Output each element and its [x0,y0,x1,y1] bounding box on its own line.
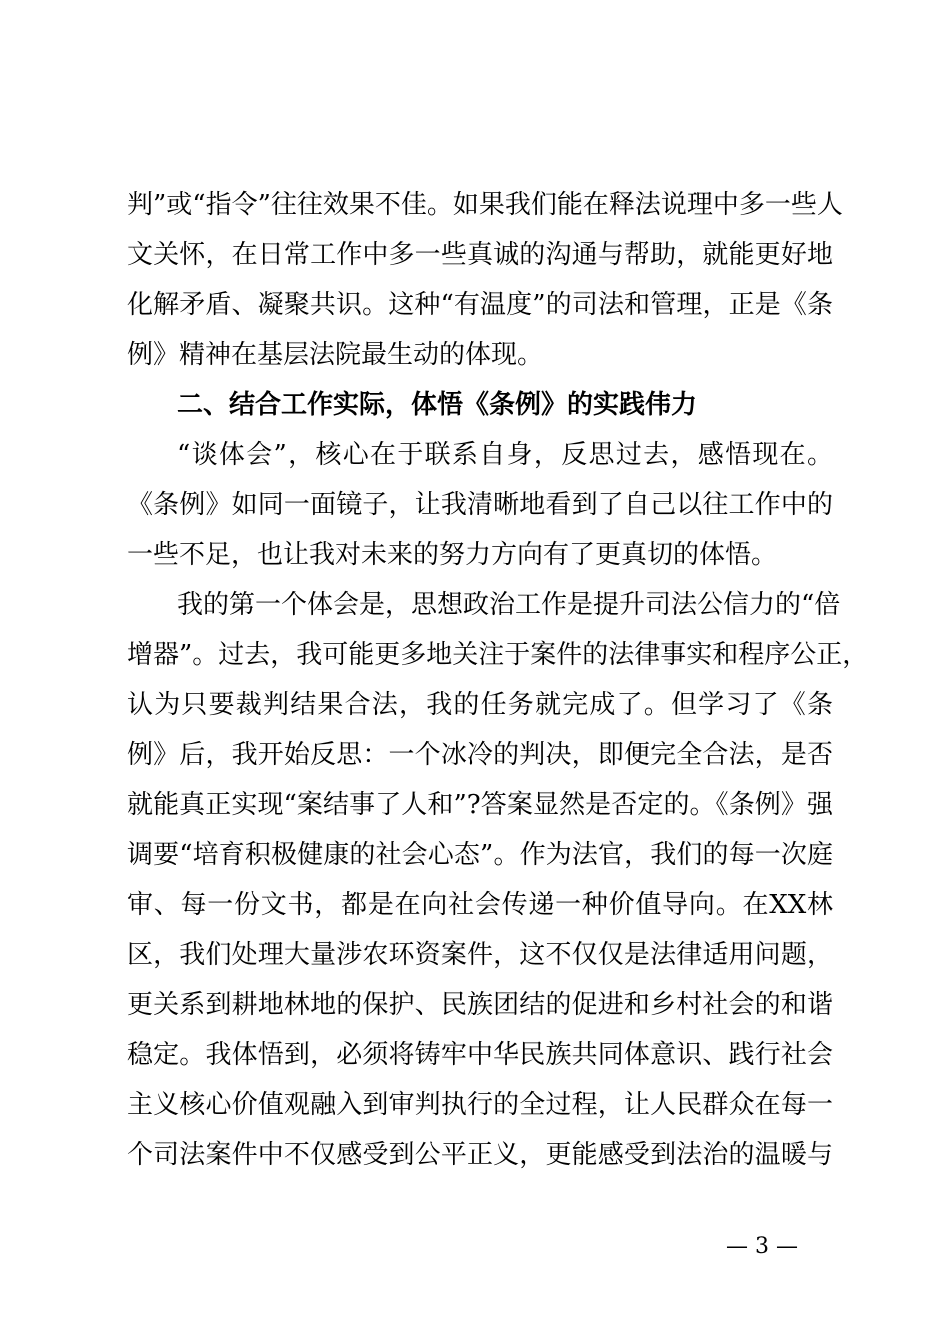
paragraph-line: 审、每一份文书，都是在向社会传递一种价值导向。在XX林 [127,890,833,920]
paragraph-line: 例》精神在基层法院最生动的体现。 [127,340,544,370]
section-heading: 二、结合工作实际，体悟《条例》的实践伟力 [177,390,698,420]
paragraph-line: 个司法案件中不仅感受到公平正义，更能感受到法治的温暖与 [127,1140,833,1170]
paragraph-line: 增器”。过去，我可能更多地关注于案件的法律事实和程序公正， [127,640,869,670]
paragraph-line: 文关怀，在日常工作中多一些真诚的沟通与帮助，就能更好地 [127,240,833,270]
paragraph-line: 认为只要裁判结果合法，我的任务就完成了。但学习了《条 [127,690,833,720]
paragraph-line: 就能真正实现“案结事了人和”?答案显然是否定的。《条例》强 [127,790,833,820]
paragraph-line: 区，我们处理大量涉农环资案件，这不仅仅是法律适用问题， [127,940,833,970]
paragraph-line: 判”或“指令”往往效果不佳。如果我们能在释法说理中多一些人 [127,190,843,220]
paragraph-line: 化解矛盾、凝聚共识。这种“有温度”的司法和管理，正是《条 [127,290,833,320]
paragraph-line: 《条例》如同一面镜子，让我清晰地看到了自己以往工作中的 [127,490,833,520]
paragraph-line: 我的第一个体会是，思想政治工作是提升司法公信力的“倍 [177,590,841,620]
paragraph-line: 主义核心价值观融入到审判执行的全过程，让人民群众在每一 [127,1090,833,1120]
paragraph-line: 稳定。我体悟到，必须将铸牢中华民族共同体意识、践行社会 [127,1040,833,1070]
paragraph-line: 例》后，我开始反思：一个冰冷的判决，即便完全合法，是否 [127,740,833,770]
page-number: — 3 — [726,1234,798,1259]
paragraph-line: 调要“培育积极健康的社会心态”。作为法官，我们的每一次庭 [127,840,833,870]
paragraph-line: “谈体会”，核心在于联系自身，反思过去，感悟现在。 [177,440,833,470]
paragraph-line: 一些不足，也让我对未来的努力方向有了更真切的体悟。 [127,540,778,570]
paragraph-line: 更关系到耕地林地的保护、民族团结的促进和乡村社会的和谐 [127,990,833,1020]
document-body [127,180,869,1180]
